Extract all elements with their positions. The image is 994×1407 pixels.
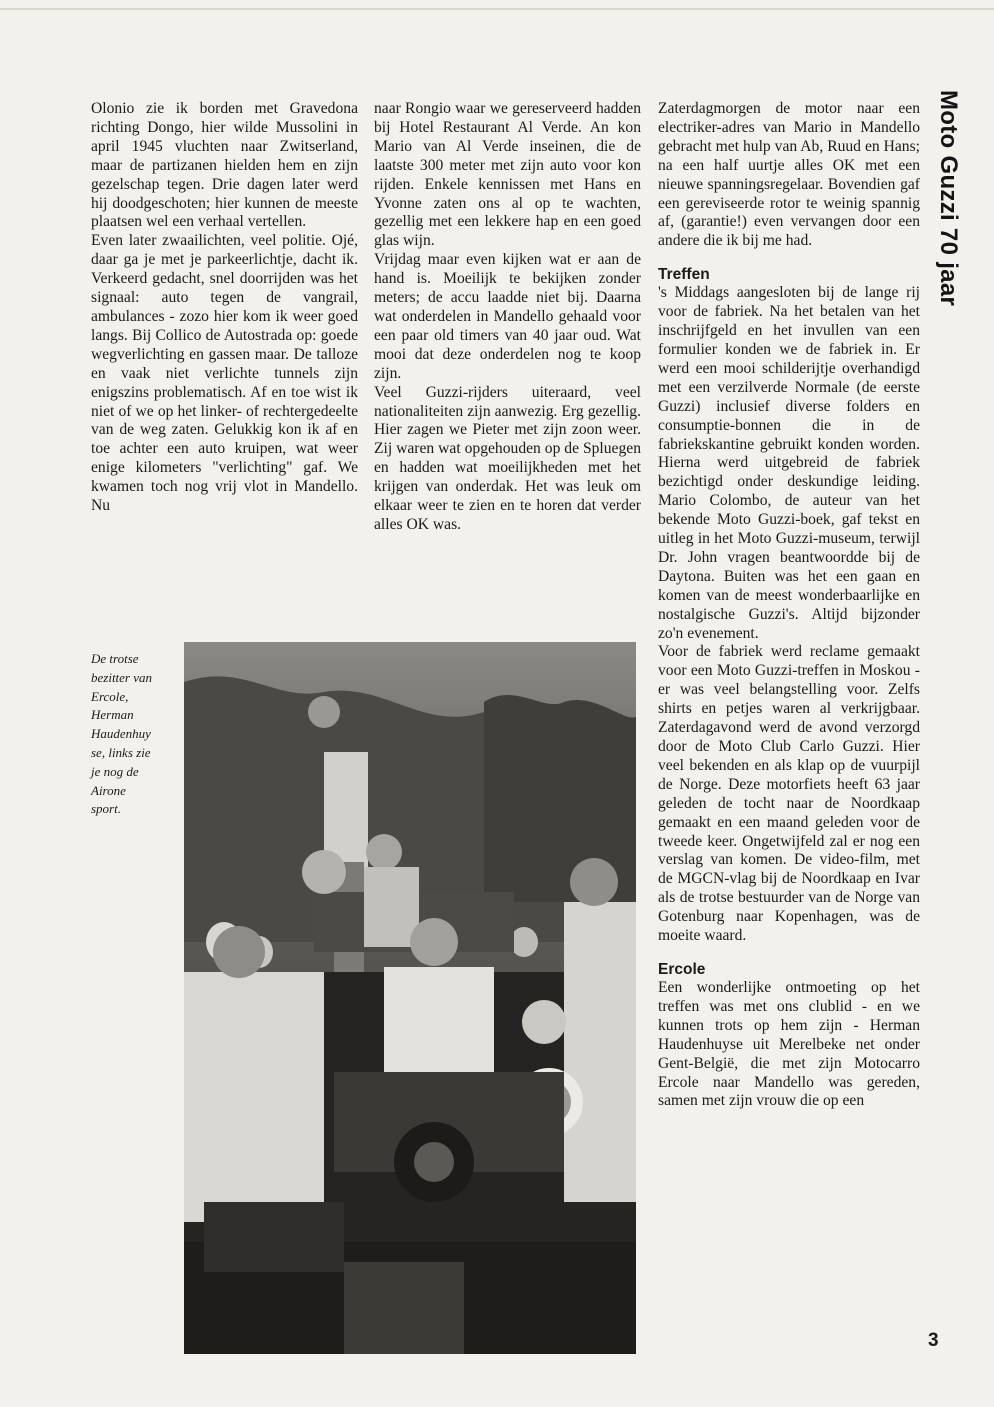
photo-illustration [184,642,636,1354]
section-heading-ercole: Ercole [658,960,706,978]
event-photo [184,642,636,1354]
paragraph: naar Rongio waar we gereserveerd hadden bij Hotel Restaurant Al Verde. An kon Mario van Al Verde inseinen, die de laatste 300 meter met zijn auto voor kon rijden. Enkele kennissen met Hans en Yvonne zaten ons al op te wachten, gezellig met een lekkere hap en een goed glas wijn. [374,100,641,250]
page-number: 3 [928,1330,939,1351]
paragraph: Een wonderlijke ontmoeting op het treffen was met ons clublid - en we kunnen trots op hem zijn - Herman Haudenhuyse uit Merelbeke net onder Gent-België, die met zijn Motocarro Ercole naar Mandello was gereden, samen met zijn vrouw die op een [658,978,920,1110]
paragraph: Olonio zie ik borden met Gravedona richting Dongo, hier wilde Mussolini in april 1945 vluchten naar Zwitserland, maar de partizanen hielden hem en zijn gezelschap tegen. Drie dagen later werd hij doodgeschoten; hier kunnen de meeste plaatsen wel een verhaal vertellen. [91,100,358,231]
top-rule [0,8,994,10]
photo-caption: De trotse bezitter van Ercole, Herman Haudenhuy se, links zie je nog de Airone sport. [91,651,153,817]
paragraph: Zaterdagmorgen de motor naar een electriker-adres van Mario in Mandello gebracht met hulp van Ab, Ruud en Hans; na een half uurtje alles OK met een nieuwe spanningsregelaar. Bovendien gaf een gereviseerde rotor te weinig spannig af, (garantie!) even vervangen door een andere die ik bij me had. [658,100,920,250]
paragraph: Veel Guzzi-rijders uiteraard, veel nationaliteiten zijn aanwezig. Erg gezellig. Hier zagen we Pieter met zijn zoon weer. Zij waren wat opgehouden op de Spluegen en hadden wat moeilijkheden met het krijgen van onderdak. Het was leuk om elkaar weer te zien en te horen dat verder alles OK was. [374,383,641,533]
paragraph: Even later zwaailichten, veel politie. Ojé, daar ga je met je parkeerlichtje, dacht ik. Verkeerd gedacht, snel doorrijden was het signaal: auto tegen de vangrail, ambulances - zozo hier kom ik weer goed langs. Bij Collico de Autostrada op: goede wegverlichting en gassen maar. De talloze en vaak niet verlichte tunnels zijn enigszins problematisch. Af en toe wist ik niet of we op het linker- of rechtergedeelte van de weg zaten. Gelukkig kon ik af en toe achter een auto kruipen, wat weer enige kilometers "verlichting" gaf. We kwamen toch nog vrij vlot in Mandello. Nu [91,232,358,515]
article-column-3 [658,100,920,1111]
paragraph: Vrijdag maar even kijken wat er aan de hand is. Moeilijk te bekijken zonder meters; de accu laadde niet bij. Daarna wat onderdelen in Mandello gehaald voor een paar old timers van 40 jaar oud. Wat mooi dat deze onderdelen nog te koop zijn. [374,251,641,382]
article-column-2 [374,100,641,535]
side-title [932,90,964,350]
paragraph: Voor de fabriek werd reclame gemaakt voor een Moto Guzzi-treffen in Moskou - er was veel belangstelling voor. Zelfs shirts en petjes waren al verkrijgbaar. Zaterdagavond werd de avond verzorgd door de Moto Club Carlo Guzzi. Hier veel bekenden en als klap op de vuurpijl de Norge. Deze motorfiets heeft 63 jaar geleden de tocht naar de Noordkaap gemaakt en een maand geleden voor de tweede keer. Ongetwijfeld zal er nog een verslag van komen. De video-film, met de MGCN-vlag bij de Noordkaap en Ivar als de trotse bestuurder van de Norge van Gotenburg naar Kopenhagen, was de moeite waard. [658,643,920,945]
side-title-text: Moto Guzzi 70 jaar [935,90,962,307]
article-column-1 [91,100,358,516]
section-heading-treffen: Treffen [658,266,710,284]
paragraph: 's Middags aangesloten bij de lange rij voor de fabriek. Na het betalen van het inschrijfgeld en het invullen van een formulier konden we de fabriek in. Er werd een mooi schilderijtje overhandigd met een verzilverde Normale (de eerste Guzzi) inclusief diverse folders en consumptie-bonnen die in de fabriekskantine gebruikt konden worden. Hierna werd uitgebreid de fabriek bezichtigd onder deskundige leiding. Mario Colombo, de auteur van het bekende Moto Guzzi-boek, gaf tekst en uitleg in het Moto Guzzi-museum, terwijl Dr. John vragen beantwoordde bij de Daytona. Buiten was het een gaan en komen van de meest wonderbaarlijke en nostalgische Guzzi's. Altijd bijzonder zo'n evenement. [658,284,920,642]
